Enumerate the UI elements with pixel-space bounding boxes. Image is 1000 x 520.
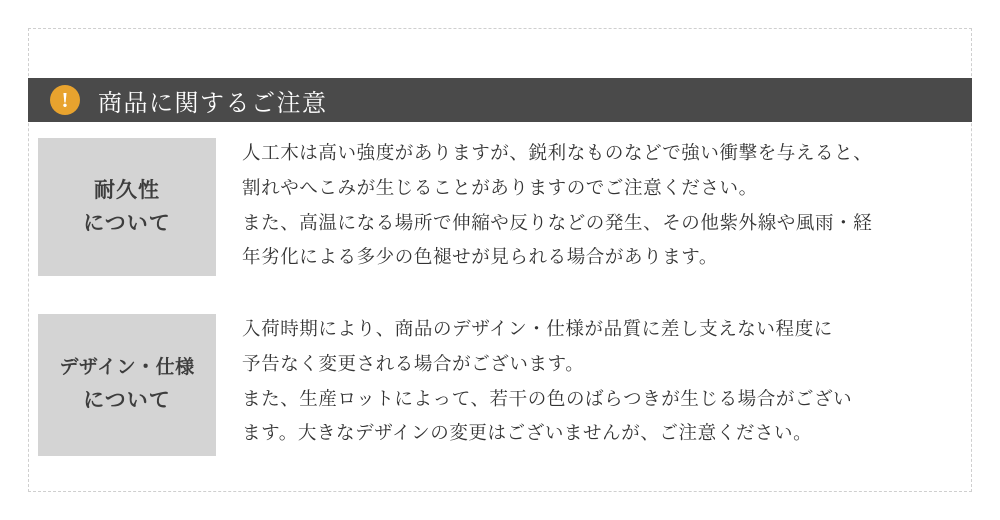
text-line: 年劣化による多少の色褪せが見られる場合があります。 [242,246,719,268]
notice-section-design [28,298,972,456]
section-label-design [38,314,216,456]
text-line: また、高温になる場所で伸縮や反りなどの発生、その他紫外線や風雨・経 [242,211,873,233]
notice-section-durability [28,122,972,276]
page-title: 商品に関するご注意 [98,89,328,117]
section-label-line1: 耐久性 [94,178,160,202]
notice-header [28,78,972,122]
notice-body [28,122,972,456]
text-line: また、生産ロットによって、若干の色のばらつきが生じる場合がござい [242,387,853,409]
text-line: 人工木は高い強度がありますが、鋭利なものなどで強い衝撃を与えると、 [242,142,873,163]
text-line: 入荷時期により、商品のデザイン・仕様が品質に差し支えない程度に [242,318,833,339]
section-label-line2: について [83,212,171,235]
section-text-durability [242,136,972,275]
section-label-line1: デザイン・仕様 [59,357,195,378]
section-label-line2: について [83,388,171,412]
text-line: 予告なく変更される場合がございます。 [242,352,585,374]
exclamation-glyph: ! [61,88,69,112]
text-line: 割れやへこみが生じることがありますのでご注意ください。 [242,176,758,198]
section-text-design [242,312,972,451]
section-label-durability [38,138,216,276]
text-line: ます。大きなデザインの変更はございませんが、ご注意ください。 [242,422,813,444]
exclamation-icon [50,85,80,115]
